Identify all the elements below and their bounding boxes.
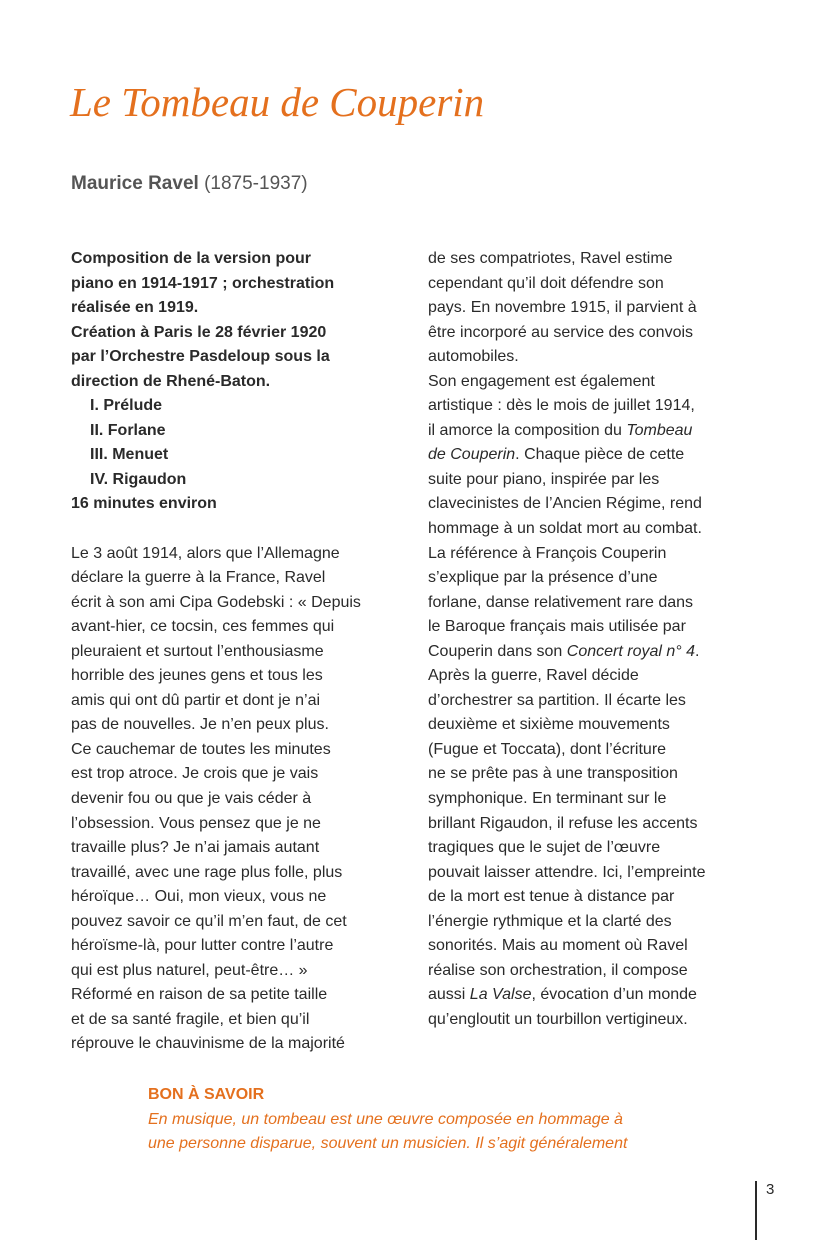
body-line: est trop atroce. Je crois que je vais	[71, 765, 319, 783]
duration: 16 minutes environ	[71, 495, 217, 513]
body-line: être incorporé au service des convois	[428, 323, 694, 341]
body-line: ne se prête pas à une transposition	[428, 765, 678, 783]
body-line: horrible des jeunes gens et tous les	[71, 667, 323, 685]
body-line: travaillé, avec une rage plus folle, plus	[71, 863, 343, 881]
body-line	[428, 419, 758, 444]
body-line: héroïque… Oui, mon vieux, vous ne	[71, 888, 327, 906]
info-line: Composition de la version pour	[71, 250, 312, 267]
body-text: , évocation d’un monde	[531, 986, 697, 1004]
good-to-know-box	[148, 1083, 728, 1157]
composition-info	[71, 247, 396, 517]
body-line: l’énergie rythmique et la clarté des	[428, 912, 672, 930]
body-line: devenir fou ou que je vais céder à	[71, 789, 312, 807]
good-to-know-title: BON À SAVOIR	[148, 1086, 265, 1103]
body-line: l’obsession. Vous pensez que je ne	[71, 814, 321, 832]
left-body-text	[71, 542, 396, 1057]
body-line: Réformé en raison de sa petite taille	[71, 986, 328, 1004]
page-number: 3	[766, 1181, 775, 1198]
body-line: d’orchestrer sa partition. Il écarte les	[428, 691, 686, 709]
body-line: La référence à François Couperin	[428, 544, 667, 562]
movement-item: II. Forlane	[90, 421, 166, 439]
body-line: automobiles.	[428, 348, 519, 366]
info-line: piano en 1914-1917 ; orchestration	[71, 274, 335, 292]
body-line: Après la guerre, Ravel décide	[428, 667, 639, 685]
movement-item: III. Menuet	[90, 446, 169, 464]
composer-line	[71, 173, 308, 195]
body-line: de la mort est tenue à distance par	[428, 888, 675, 906]
body-line: héroïsme-là, pour lutter contre l’autre	[71, 937, 334, 955]
body-line	[428, 640, 758, 665]
body-line: écrit à son ami Cipa Godebski : « Depuis	[71, 593, 361, 611]
body-line: artistique : dès le mois de juillet 1914,	[428, 397, 695, 415]
good-to-know-line: une personne disparue, souvent un musicien. Il s’agit généralement	[148, 1135, 628, 1152]
movement-item: I. Prélude	[90, 397, 163, 415]
body-line: brillant Rigaudon, il refuse les accents	[428, 814, 698, 832]
body-line: s’explique par la présence d’une	[428, 569, 658, 587]
work-title-italic: Concert royal n° 4	[566, 642, 695, 660]
body-line: le Baroque français mais utilisée par	[428, 618, 686, 636]
movement-item: IV. Rigaudon	[90, 470, 187, 488]
body-line: qui est plus naturel, peut-être… »	[71, 961, 308, 979]
body-line: de ses compatriotes, Ravel estime	[428, 250, 673, 267]
body-line: deuxième et sixième mouvements	[428, 716, 670, 734]
body-line	[428, 983, 758, 1008]
work-title-italic: La Valse	[469, 986, 532, 1004]
body-line: tragiques que le sujet de l’œuvre	[428, 839, 661, 857]
body-line: (Fugue et Toccata), dont l’écriture	[428, 740, 667, 758]
body-text: Couperin dans son	[428, 642, 567, 660]
body-line: amis qui ont dû partir et dont je n’ai	[71, 691, 321, 709]
body-text: .	[695, 642, 700, 660]
good-to-know-line: En musique, un tombeau est une œuvre composée en hommage à	[148, 1110, 623, 1128]
body-line: Ce cauchemar de toutes les minutes	[71, 740, 331, 758]
body-line: qu’engloutit un tourbillon vertigineux.	[428, 1010, 688, 1028]
body-line: Son engagement est également	[428, 372, 655, 390]
info-line: direction de Rhené-Baton.	[71, 372, 271, 390]
info-line: réalisée en 1919.	[71, 299, 199, 317]
body-line: réprouve le chauvinisme de la majorité	[71, 1035, 345, 1053]
left-column	[71, 247, 396, 1057]
body-line: cependant qu’il doit défendre son	[428, 274, 664, 292]
body-text: aussi	[428, 986, 470, 1004]
body-line: Le 3 août 1914, alors que l’Allemagne	[71, 544, 340, 562]
work-title-italic: de Couperin	[428, 446, 516, 464]
info-line: Création à Paris le 28 février 1920	[71, 323, 327, 341]
body-text: . Chaque pièce de cette	[515, 446, 685, 464]
body-text: il amorce la composition du	[428, 421, 627, 439]
body-line: suite pour piano, inspirée par les	[428, 470, 660, 488]
body-line: forlane, danse relativement rare dans	[428, 593, 694, 611]
body-line: avant-hier, ce tocsin, ces femmes qui	[71, 618, 335, 636]
body-line: pays. En novembre 1915, il parvient à	[428, 299, 697, 317]
body-line: pas de nouvelles. Je n’en peux plus.	[71, 716, 329, 734]
body-line: déclare la guerre à la France, Ravel	[71, 569, 326, 587]
composer-dates: (1875-1937)	[204, 173, 308, 194]
body-line: pouvait laisser attendre. Ici, l’empreinte	[428, 863, 706, 881]
info-line: par l’Orchestre Pasdeloup sous la	[71, 348, 330, 366]
body-line: et de sa santé fragile, et bien qu’il	[71, 1010, 310, 1028]
body-line: pouvez savoir ce qu’il m’en faut, de cet	[71, 912, 347, 930]
body-line: hommage à un soldat mort au combat.	[428, 520, 702, 538]
body-line: réalise son orchestration, il compose	[428, 961, 688, 979]
body-line: sonorités. Mais au moment où Ravel	[428, 937, 688, 955]
body-line: clavecinistes de l’Ancien Régime, rend	[428, 495, 702, 513]
composer-name: Maurice Ravel	[71, 173, 199, 194]
body-line: travaille plus? Je n’ai jamais autant	[71, 839, 320, 857]
page-number-rule	[755, 1181, 757, 1240]
body-line: symphonique. En terminant sur le	[428, 790, 667, 808]
body-line	[428, 443, 758, 468]
right-column	[428, 247, 758, 1033]
body-line: pleuraient et surtout l’enthousiasme	[71, 642, 324, 660]
work-title-italic: Tombeau	[626, 421, 693, 439]
page-title: Le Tombeau de Couperin	[70, 79, 485, 125]
